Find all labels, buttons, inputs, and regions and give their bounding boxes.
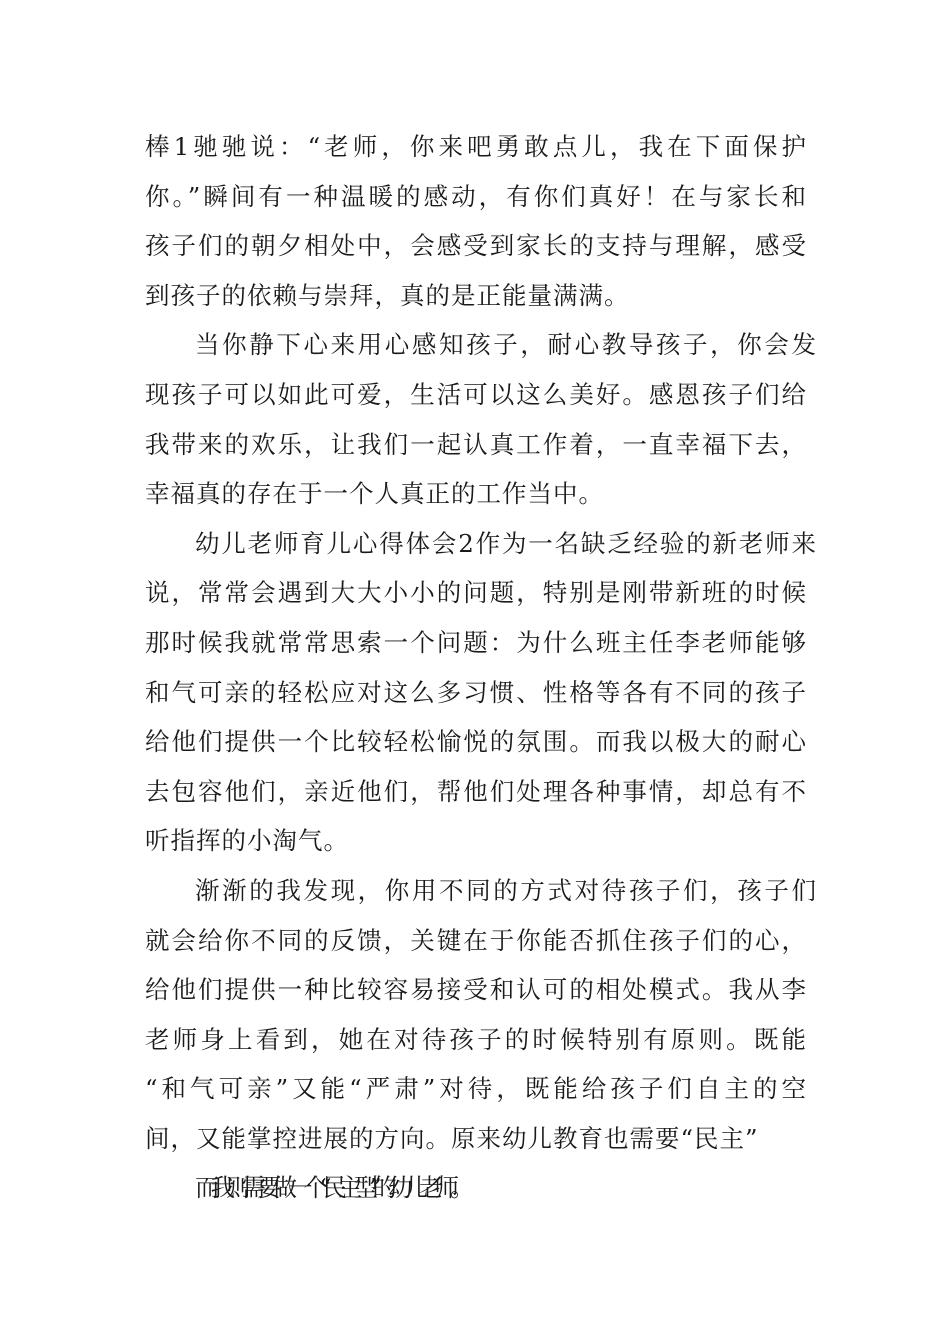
paragraph-3 [145,519,807,866]
paragraph-2 [145,320,807,518]
text-line: 给他们提供一种比较容易接受和认可的相处模式。我从李 [145,975,807,1005]
text-line: 到孩子的依赖与崇拜，真的是正能量满满。 [145,280,630,310]
document-body [145,122,807,1213]
text-line: 说，常常会遇到大大小小的问题，特别是刚带新班的时候 [145,578,807,608]
text-line: 和气可亲的轻松应对这么多习惯、性格等各有不同的孩子 [145,677,807,707]
text-line: 听指挥的小淘气。 [145,826,349,856]
text-line: 给他们提供一个比较轻松愉悦的氛围。而我以极大的耐心 [145,727,807,757]
text-line: 而我则需要做一个“民主型”的幼儿老师。 [195,1173,466,1203]
text-line: 间，又能掌控进展的方向。原来幼儿教育也需要“民主” [145,1123,759,1153]
text-line: 孩子们的朝夕相处中，会感受到家长的支持与理解，感受 [145,231,807,261]
text-line: 渐渐的我发现，你用不同的方式对待孩子们，孩子们 [195,875,807,905]
paragraph-4 [145,866,807,1164]
text-line: 就会给你不同的反馈，关键在于你能否抓住孩子们的心， [145,925,807,955]
text-line: 幸福真的存在于一个人真正的工作当中。 [145,479,604,509]
text-line: 那时候我就常常思索一个问题：为什么班主任李老师能够 [145,627,807,657]
text-line: 当你静下心来用心感知孩子，耐心教导孩子，你会发 [195,330,807,360]
text-line: 你。”瞬间有一种温暖的感动，有你们真好！在与家长和 [145,181,807,211]
text-line: 老师身上看到，她在对待孩子的时候特别有原则。既能 [145,1024,807,1054]
text-line: 去包容他们，亲近他们，帮他们处理各种事情，却总有不 [145,776,807,806]
text-line: 现孩子可以如此可爱，生活可以这么美好。感恩孩子们给 [145,379,807,409]
text-line: 幼儿老师育儿心得体会2作为一名缺乏经验的新老师来 [195,528,807,558]
paragraph-1 [145,122,807,320]
text-line: 棒1驰驰说：“老师，你来吧勇敢点儿，我在下面保护 [145,132,807,161]
text-line: “和气可亲”又能“严肃”对待，既能给孩子们自主的空 [145,1074,807,1104]
paragraph-5 [145,1163,807,1213]
text-line: 我带来的欢乐，让我们一起认真工作着，一直幸福下去， [145,429,807,459]
